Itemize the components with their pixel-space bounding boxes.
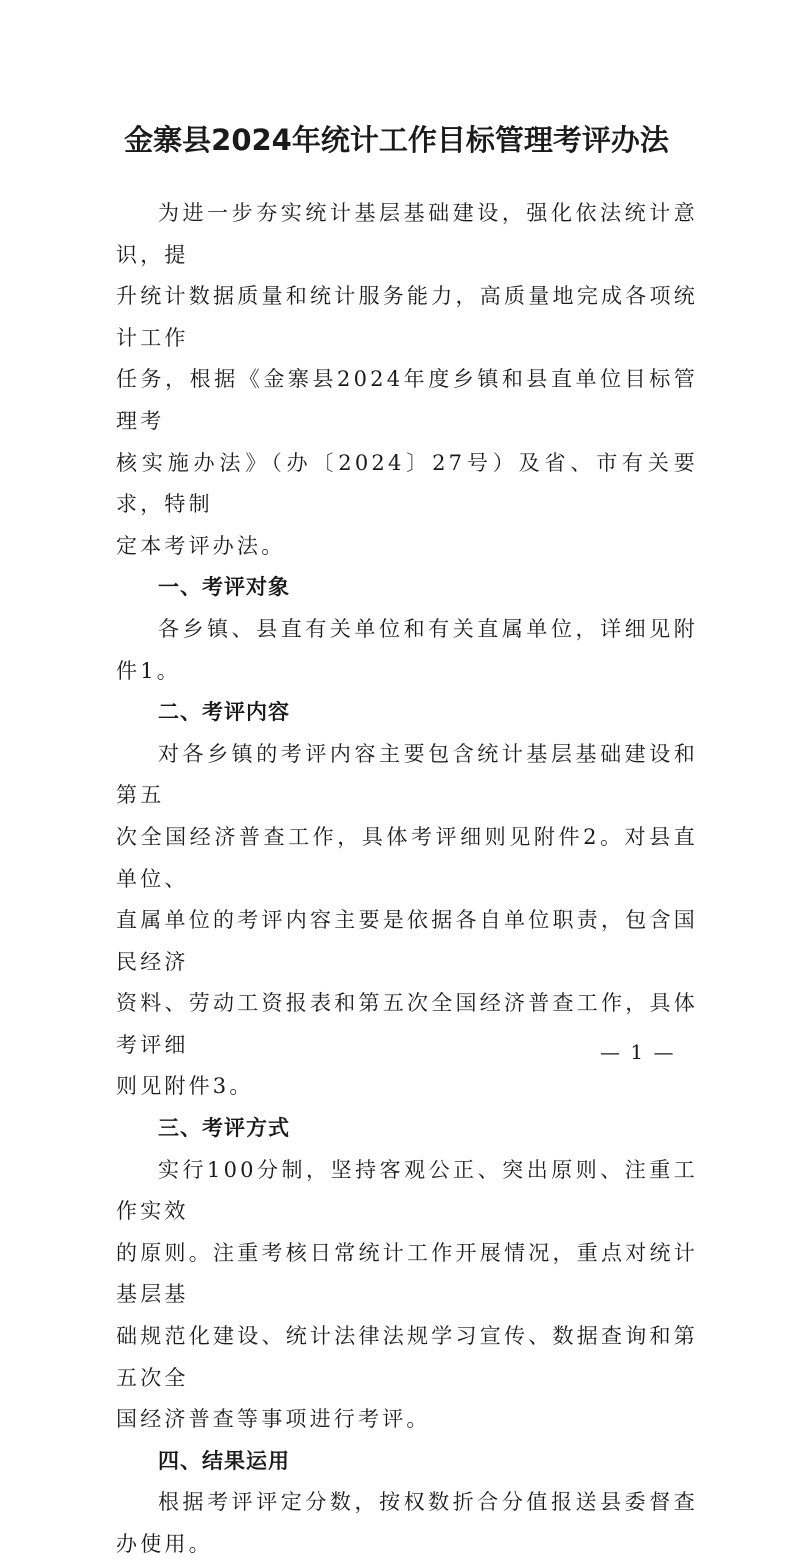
section-text-result-usage: 根据考评评定分数，按权数折合分值报送县委督查办使用。 xyxy=(116,1490,698,1556)
section-heading-evaluation-content: 二、考评内容 xyxy=(158,700,290,725)
page-number: — 1 — xyxy=(600,1040,676,1064)
section-heading-evaluation-method: 三、考评方式 xyxy=(158,1116,290,1141)
document-title: 金寨县2024年统计工作目标管理考评办法 xyxy=(124,123,669,157)
document-body xyxy=(116,193,698,1566)
intro-paragraph: 为进一步夯实统计基层基础建设，强化依法统计意识，提 升统计数据质量和统计服务能力，高质量地完成各项统计工作 任务，根据《金寨县2024年度乡镇和县直单位目标管理考 核实施办法》（办〔2024〕27号）及省、市有关要求，特制 定本考评办法。 xyxy=(116,201,698,558)
section-text-evaluation-content: 对各乡镇的考评内容主要包含统计基层基础建设和第五 次全国经济普查工作，具体考评细则见附件2。对县直单位、 直属单位的考评内容主要是依据各自单位职责，包含国民经济 资料、劳动工资报表和第五次全国经济普查工作，具体考评细 则见附件3。 xyxy=(116,741,698,1099)
section-heading-result-usage: 四、结果运用 xyxy=(158,1448,290,1473)
section-text-evaluation-targets: 各乡镇、县直有关单位和有关直属单位，详细见附件1。 xyxy=(116,616,698,683)
section-heading-evaluation-targets: 一、考评对象 xyxy=(158,575,290,600)
section-text-evaluation-method: 实行100分制，坚持客观公正、突出原则、注重工作实效 的原则。注重考核日常统计工作开展情况，重点对统计基层基 础规范化建设、统计法律法规学习宣传、数据查询和第五次全 国经济普查等事项进行考评。 xyxy=(116,1157,698,1432)
